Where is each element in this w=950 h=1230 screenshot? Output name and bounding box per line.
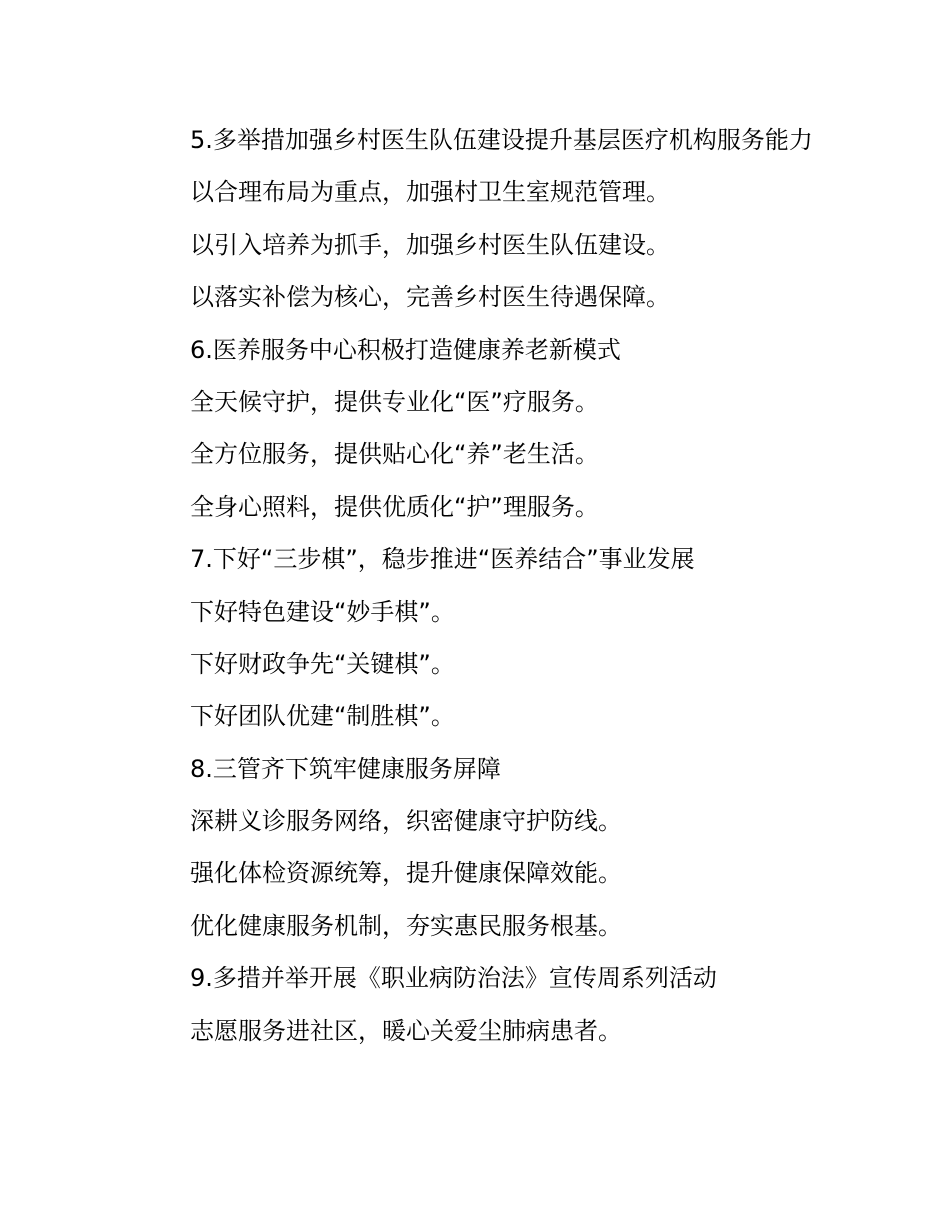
section-heading: 8.三管齐下筑牢健康服务屏障 [190,754,501,783]
section-heading: 6.医养服务中心积极打造健康养老新模式 [190,335,621,364]
paragraph: 以落实补偿为核心，完善乡村医生待遇保障。 [190,283,670,312]
paragraph: 下好特色建设“妙手棋”。 [190,597,455,626]
document-body [142,119,822,1062]
paragraph: 全天候守护，提供专业化“医”疗服务。 [190,387,599,416]
paragraph: 志愿服务进社区，暖心关爱尘肺病患者。 [190,1016,622,1045]
section-heading: 7.下好“三步棋”，稳步推进“医养结合”事业发展 [190,545,695,574]
section-heading: 5.多举措加强乡村医生队伍建设提升基层医疗机构服务能力 [190,126,813,154]
section-heading: 9.多措并举开展《职业病防治法》宣传周系列活动 [190,964,717,993]
paragraph: 强化体检资源统筹，提升健康保障效能。 [190,859,622,888]
paragraph: 深耕义诊服务网络，织密健康守护防线。 [190,807,622,836]
paragraph: 以引入培养为抓手，加强乡村医生队伍建设。 [190,230,670,259]
paragraph: 优化健康服务机制，夯实惠民服务根基。 [190,911,622,940]
paragraph: 全身心照料，提供优质化“护”理服务。 [190,492,599,521]
paragraph: 全方位服务，提供贴心化“养”老生活。 [190,440,599,469]
paragraph: 以合理布局为重点，加强村卫生室规范管理。 [190,178,670,207]
paragraph: 下好团队优建“制胜棋”。 [190,702,455,731]
paragraph: 下好财政争先“关键棋”。 [190,649,455,678]
